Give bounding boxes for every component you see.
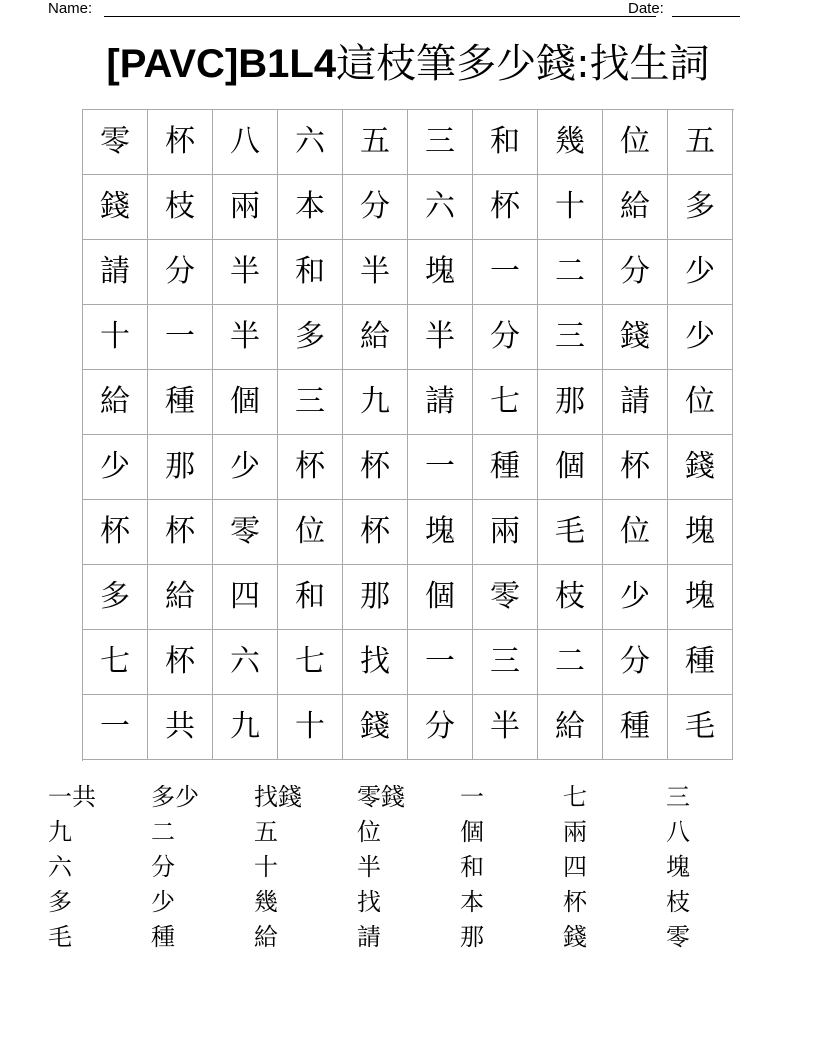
word-bank-item: 和 — [460, 853, 484, 881]
grid-cell[interactable]: 兩 — [213, 175, 278, 240]
grid-cell[interactable]: 七 — [473, 370, 538, 435]
word-bank-item: 塊 — [666, 853, 690, 881]
word-bank-item: 位 — [357, 818, 381, 846]
grid-cell[interactable]: 位 — [278, 500, 343, 565]
name-blank-line[interactable] — [104, 16, 656, 17]
grid-cell[interactable]: 二 — [538, 240, 603, 305]
grid-cell[interactable]: 種 — [668, 630, 733, 695]
grid-cell[interactable]: 那 — [148, 435, 213, 500]
grid-cell[interactable]: 個 — [213, 370, 278, 435]
grid-cell[interactable]: 那 — [343, 565, 408, 630]
grid-cell[interactable]: 塊 — [668, 565, 733, 630]
grid-cell[interactable]: 半 — [473, 695, 538, 760]
grid-cell[interactable]: 種 — [473, 435, 538, 500]
grid-cell[interactable]: 六 — [278, 110, 343, 175]
date-blank-line[interactable] — [672, 16, 740, 17]
word-bank-item: 給 — [254, 923, 278, 951]
grid-cell[interactable]: 毛 — [668, 695, 733, 760]
grid-cell[interactable]: 錢 — [343, 695, 408, 760]
grid-cell[interactable]: 錢 — [603, 305, 668, 370]
word-bank-item: 找 — [357, 888, 381, 916]
grid-cell[interactable]: 杯 — [343, 500, 408, 565]
word-bank-item: 本 — [460, 888, 484, 916]
grid-cell[interactable]: 十 — [83, 305, 148, 370]
title-text: 這枝筆多少錢:找生詞 — [336, 41, 710, 87]
grid-cell[interactable]: 毛 — [538, 500, 603, 565]
word-bank — [48, 780, 768, 955]
grid-cell[interactable]: 和 — [278, 565, 343, 630]
word-bank-item: 一共 — [48, 783, 96, 811]
grid-cell[interactable]: 六 — [213, 630, 278, 695]
grid-cell[interactable]: 一 — [408, 630, 473, 695]
grid-cell[interactable]: 種 — [603, 695, 668, 760]
word-bank-item: 多 — [48, 888, 72, 916]
grid-cell[interactable]: 位 — [603, 110, 668, 175]
word-bank-item: 四 — [563, 853, 587, 881]
grid-cell[interactable]: 錢 — [83, 175, 148, 240]
grid-cell[interactable]: 那 — [538, 370, 603, 435]
grid-cell[interactable]: 零 — [213, 500, 278, 565]
grid-cell[interactable]: 九 — [343, 370, 408, 435]
grid-cell[interactable]: 請 — [603, 370, 668, 435]
grid-cell[interactable]: 少 — [668, 305, 733, 370]
word-bank-item: 找錢 — [254, 783, 302, 811]
grid-cell[interactable]: 三 — [278, 370, 343, 435]
word-bank-item: 半 — [357, 853, 381, 881]
grid-cell[interactable]: 三 — [538, 305, 603, 370]
grid-cell[interactable]: 一 — [473, 240, 538, 305]
word-bank-item: 三 — [666, 783, 690, 811]
word-bank-item: 六 — [48, 853, 72, 881]
grid-cell[interactable]: 杯 — [148, 500, 213, 565]
grid-cell[interactable]: 枝 — [538, 565, 603, 630]
grid-cell[interactable]: 零 — [83, 110, 148, 175]
grid-cell[interactable]: 十 — [278, 695, 343, 760]
word-bank-item: 種 — [151, 923, 175, 951]
word-bank-item: 七 — [563, 783, 587, 811]
grid-cell[interactable]: 共 — [148, 695, 213, 760]
word-bank-item: 一 — [460, 783, 484, 811]
header-row — [48, 0, 740, 20]
title-code: [PAVC]B1L4 — [106, 42, 337, 86]
word-bank-item: 錢 — [563, 923, 587, 951]
grid-cell[interactable]: 多 — [668, 175, 733, 240]
grid-cell[interactable]: 給 — [343, 305, 408, 370]
grid-cell[interactable]: 分 — [473, 305, 538, 370]
grid-cell[interactable]: 半 — [343, 240, 408, 305]
word-bank-item: 毛 — [48, 923, 72, 951]
word-bank-item: 枝 — [666, 888, 690, 916]
grid-cell[interactable]: 個 — [538, 435, 603, 500]
grid-cell[interactable]: 和 — [473, 110, 538, 175]
word-bank-item: 個 — [460, 818, 484, 846]
grid-cell[interactable]: 七 — [278, 630, 343, 695]
grid-cell[interactable]: 和 — [278, 240, 343, 305]
grid-cell[interactable]: 五 — [668, 110, 733, 175]
grid-cell[interactable]: 杯 — [603, 435, 668, 500]
word-bank-item: 零錢 — [357, 783, 405, 811]
date-label: Date: — [628, 0, 664, 17]
grid-cell[interactable]: 四 — [213, 565, 278, 630]
word-bank-item: 十 — [254, 853, 278, 881]
grid-cell[interactable]: 八 — [213, 110, 278, 175]
grid-cell[interactable]: 幾 — [538, 110, 603, 175]
grid-cell[interactable]: 五 — [343, 110, 408, 175]
grid-cell[interactable]: 請 — [408, 370, 473, 435]
grid-cell[interactable]: 塊 — [408, 240, 473, 305]
word-bank-item: 那 — [460, 923, 484, 951]
grid-cell[interactable]: 多 — [278, 305, 343, 370]
grid-cell[interactable]: 少 — [603, 565, 668, 630]
word-bank-item: 二 — [151, 818, 175, 846]
grid-cell[interactable]: 位 — [603, 500, 668, 565]
grid-cell[interactable]: 一 — [408, 435, 473, 500]
grid-cell[interactable]: 位 — [668, 370, 733, 435]
grid-cell[interactable]: 九 — [213, 695, 278, 760]
grid-cell[interactable]: 多 — [83, 565, 148, 630]
grid-cell[interactable]: 少 — [213, 435, 278, 500]
grid-cell[interactable]: 分 — [408, 695, 473, 760]
grid-cell[interactable]: 找 — [343, 630, 408, 695]
word-bank-item: 分 — [151, 853, 175, 881]
grid-cell[interactable]: 枝 — [148, 175, 213, 240]
grid-cell[interactable]: 零 — [473, 565, 538, 630]
name-label: Name: — [48, 0, 93, 17]
grid-cell[interactable]: 分 — [148, 240, 213, 305]
grid-cell[interactable]: 三 — [473, 630, 538, 695]
grid-cell[interactable]: 分 — [343, 175, 408, 240]
grid-cell[interactable]: 半 — [408, 305, 473, 370]
grid-cell[interactable]: 十 — [538, 175, 603, 240]
word-bank-item: 杯 — [563, 888, 587, 916]
word-bank-item: 幾 — [254, 888, 278, 916]
grid-cell[interactable]: 給 — [148, 565, 213, 630]
grid-cell[interactable]: 給 — [538, 695, 603, 760]
grid-cell[interactable]: 請 — [83, 240, 148, 305]
grid-cell[interactable]: 七 — [83, 630, 148, 695]
grid-cell[interactable]: 兩 — [473, 500, 538, 565]
grid-cell[interactable]: 種 — [148, 370, 213, 435]
grid-cell[interactable]: 杯 — [83, 500, 148, 565]
grid-cell[interactable]: 給 — [603, 175, 668, 240]
grid-cell[interactable]: 少 — [668, 240, 733, 305]
grid-cell[interactable]: 給 — [83, 370, 148, 435]
grid-cell[interactable]: 本 — [278, 175, 343, 240]
word-bank-item: 五 — [254, 818, 278, 846]
grid-cell[interactable]: 塊 — [408, 500, 473, 565]
grid-cell[interactable]: 一 — [148, 305, 213, 370]
word-search-grid — [82, 109, 734, 761]
grid-cell[interactable]: 杯 — [343, 435, 408, 500]
grid-cell[interactable]: 二 — [538, 630, 603, 695]
grid-cell[interactable]: 分 — [603, 240, 668, 305]
word-bank-item: 兩 — [563, 818, 587, 846]
grid-cell[interactable]: 杯 — [148, 110, 213, 175]
grid-cell[interactable]: 少 — [83, 435, 148, 500]
grid-cell[interactable]: 分 — [603, 630, 668, 695]
word-bank-item: 零 — [666, 923, 690, 951]
grid-cell[interactable]: 塊 — [668, 500, 733, 565]
grid-cell[interactable]: 半 — [213, 240, 278, 305]
grid-cell[interactable]: 個 — [408, 565, 473, 630]
grid-cell[interactable]: 杯 — [148, 630, 213, 695]
grid-cell[interactable]: 三 — [408, 110, 473, 175]
word-bank-item: 請 — [357, 923, 381, 951]
word-bank-item: 八 — [666, 818, 690, 846]
word-bank-item: 多少 — [151, 783, 199, 811]
word-bank-item: 少 — [151, 888, 175, 916]
grid-cell[interactable]: 六 — [408, 175, 473, 240]
worksheet-title — [0, 38, 816, 90]
word-bank-item: 九 — [48, 818, 72, 846]
grid-cell[interactable]: 半 — [213, 305, 278, 370]
grid-cell[interactable]: 杯 — [278, 435, 343, 500]
grid-cell[interactable]: 一 — [83, 695, 148, 760]
grid-cell[interactable]: 杯 — [473, 175, 538, 240]
grid-cell[interactable]: 錢 — [668, 435, 733, 500]
